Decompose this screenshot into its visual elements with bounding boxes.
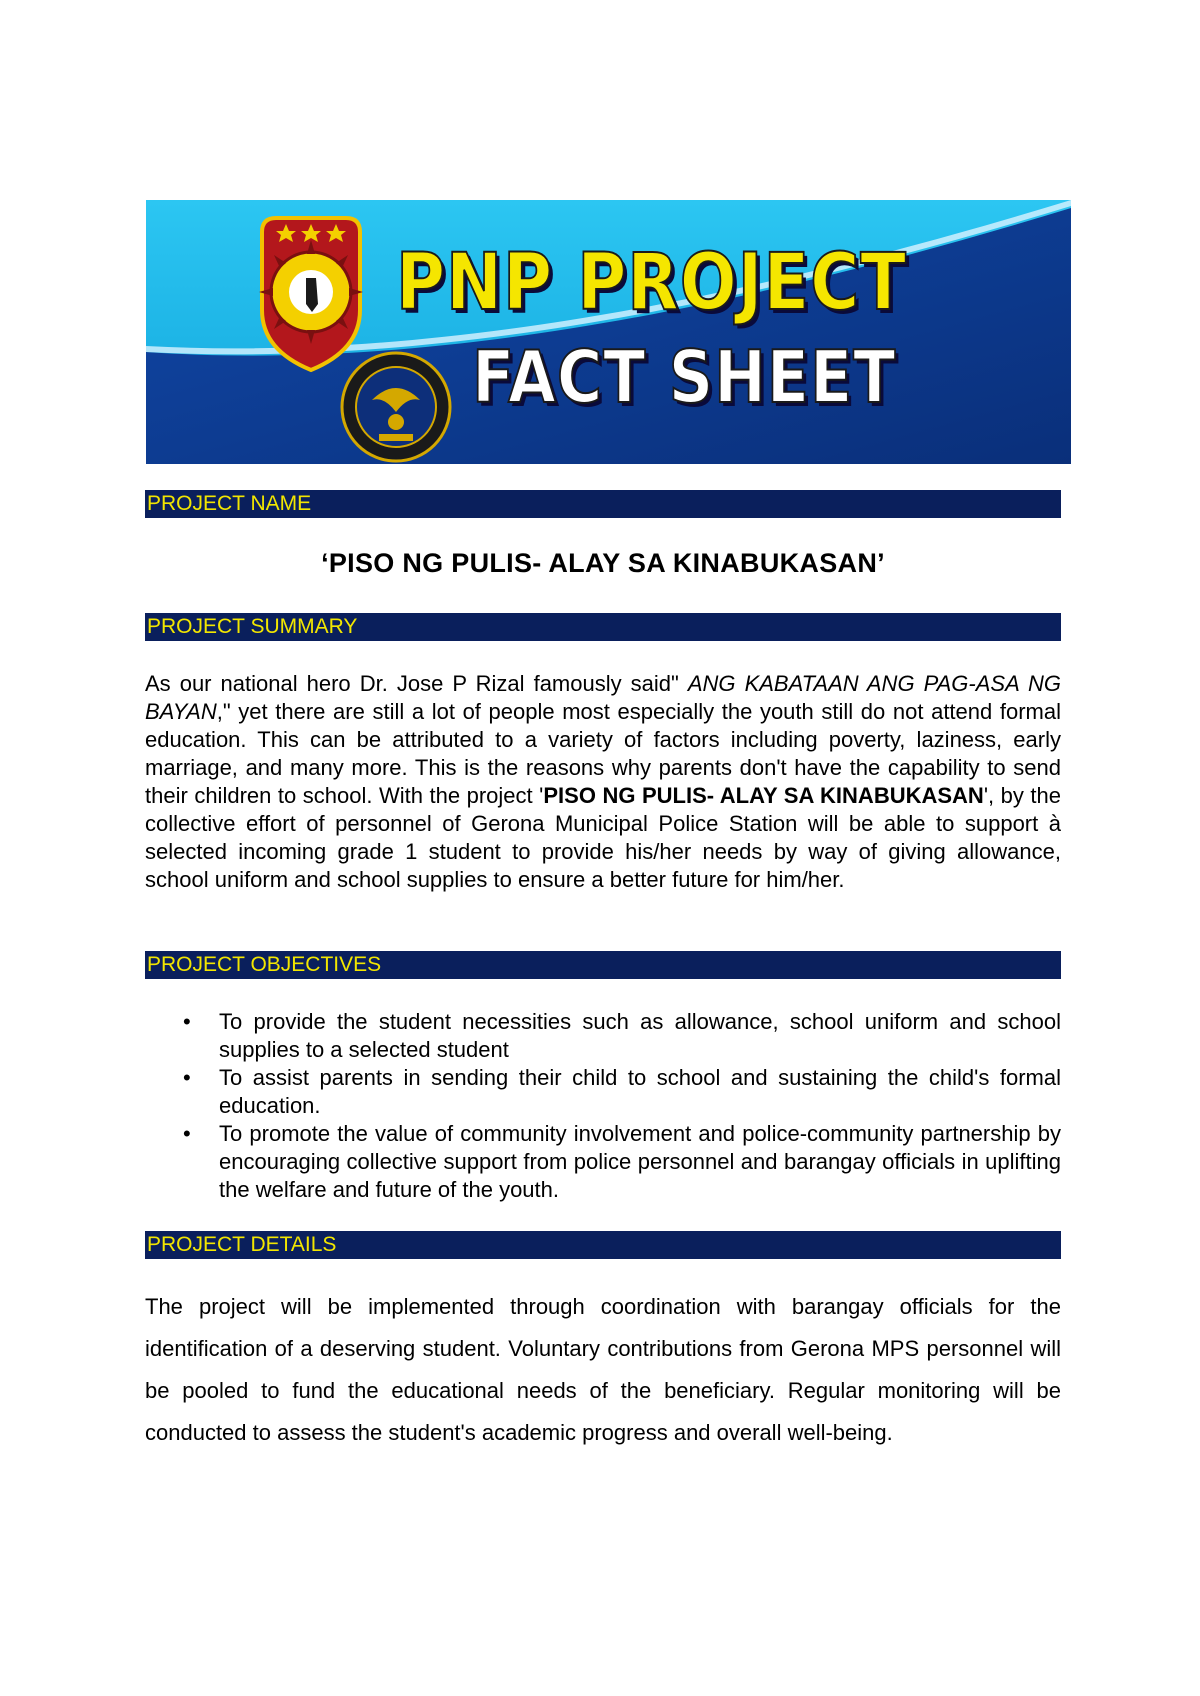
fact-sheet-banner xyxy=(146,200,1071,464)
objective-text: To provide the student necessities such as allowance, school uniform and school supplies to a selected student xyxy=(219,1009,1061,1062)
project-summary-paragraph xyxy=(145,670,1061,894)
summary-project-name: PISO NG PULIS- ALAY SA KINABUKASAN xyxy=(543,783,984,808)
summary-text-part2: ," yet there are still a lot of people most especially the youth still do not attend formal education. This can be attributed to a variety of factors including poverty, laziness, early marriage, and many more. This is the reasons why parents don't have the capability to send their children to school. With the project ' xyxy=(145,699,1061,808)
summary-quote: ANG KABATAAN ANG PAG-ASA NG BAYAN xyxy=(145,671,1061,724)
section-header-project-objectives: PROJECT OBJECTIVES xyxy=(145,951,1061,979)
summary-text-part1: As our national hero Dr. Jose P Rizal famously said" xyxy=(145,671,688,696)
bullet-icon: • xyxy=(183,1009,191,1034)
banner-title-line1: PNP PROJECT xyxy=(396,238,907,328)
bullet-icon: • xyxy=(183,1065,191,1090)
objective-item xyxy=(145,1008,1061,1064)
objective-item xyxy=(145,1120,1061,1204)
bullet-icon: • xyxy=(183,1121,191,1146)
patrol-plan-seal-icon xyxy=(342,353,450,461)
summary-text-part3: ', by the collective effort of personnel of Gerona Municipal Police Station will be able to support à selected incoming grade 1 student to provide his/her needs by way of giving allowance, school uniform and school supplies to ensure a better future for him/her. xyxy=(145,783,1062,892)
section-header-project-summary: PROJECT SUMMARY xyxy=(145,613,1061,641)
project-details-paragraph: The project will be implemented through coordination with barangay officials for the identification of a deserving student. Voluntary contributions from Gerona MPS personnel will be pooled to fund the educational needs of the beneficiary. Regular monitoring will be conducted to assess the student's academic progress and overall well-being. xyxy=(145,1294,1061,1445)
section-header-project-name: PROJECT NAME xyxy=(145,490,1061,518)
project-title: ‘PISO NG PULIS- ALAY SA KINABUKASAN’ xyxy=(321,548,885,578)
objective-text: To promote the value of community involvement and police-community partnership by encouraging collective support from police personnel and barangay officials in uplifting the welfare and future of the youth. xyxy=(219,1121,1061,1202)
objective-item xyxy=(145,1064,1061,1120)
objective-text: To assist parents in sending their child to school and sustaining the child's formal education. xyxy=(219,1065,1061,1118)
banner-title-line2: FACT SHEET xyxy=(472,335,897,419)
pnp-badge-icon xyxy=(259,218,363,370)
objectives-list xyxy=(145,1008,1061,1204)
section-header-project-details: PROJECT DETAILS xyxy=(145,1231,1061,1259)
